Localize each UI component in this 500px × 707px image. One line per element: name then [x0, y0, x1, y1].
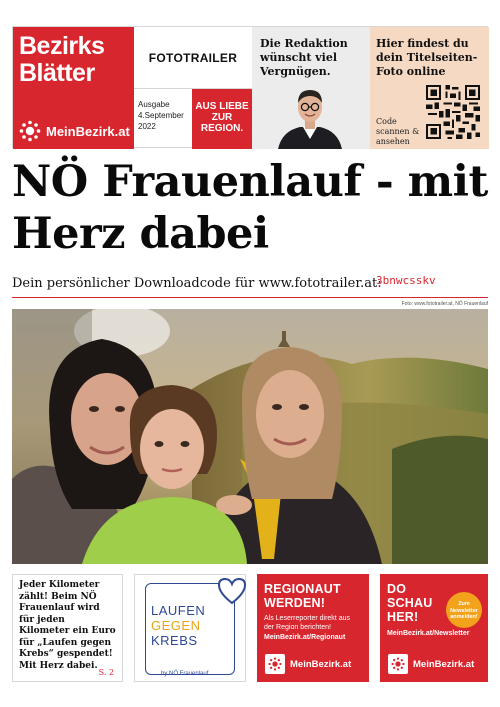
- sun-icon: [19, 120, 41, 142]
- lgk-by-label: by NÖ Frauenlauf: [161, 671, 209, 677]
- teaser-tiles: [12, 574, 488, 682]
- regionaut-link[interactable]: MeinBezirk.at/Regionaut: [264, 634, 346, 641]
- photo-credit: Foto: www.fototrailer.at, NÖ Frauenlauf: [401, 301, 488, 307]
- qr-box: [370, 27, 489, 149]
- logo-site-label: MeinBezirk.at: [46, 123, 130, 139]
- issue-label: Ausgabe: [138, 100, 170, 109]
- download-text: Dein persönlicher Downloadcode für www.fototrailer.at:: [12, 276, 382, 291]
- bezirksblaetter-logo[interactable]: [13, 27, 134, 149]
- regionaut-subtext: Als Leserreporter direkt aus der Region berichten!: [264, 615, 350, 631]
- slogan-box: AUS LIEBE ZUR REGION.: [192, 89, 252, 149]
- fototrailer-label: FOTOTRAILER: [134, 27, 252, 89]
- newsletter-link[interactable]: MeinBezirk.at/Newsletter: [387, 630, 470, 637]
- lgk-line3: KREBS: [151, 633, 198, 648]
- newsletter-tile[interactable]: [380, 574, 488, 682]
- regionaut-footer-label: MeinBezirk.at: [290, 658, 352, 670]
- newsletter-footer: [388, 654, 474, 674]
- headline: NÖ Frauenlauf - mit Herz dabei: [12, 157, 488, 259]
- heart-icon: [217, 577, 247, 605]
- cover-photo-image: [12, 309, 488, 564]
- issue-info: [138, 99, 192, 132]
- redaktion-text: Die Redaktion wünscht viel Vergnügen.: [260, 37, 348, 78]
- logo-title: Bezirks Blätter: [19, 32, 105, 87]
- lgk-line1: LAUFEN: [151, 603, 206, 618]
- laufen-gegen-krebs-logo[interactable]: [134, 574, 246, 682]
- redaktion-box: [252, 27, 370, 149]
- divider-line: [12, 297, 488, 298]
- newsletter-headline: DO SCHAU HER!: [387, 582, 433, 624]
- teaser-story-page: S. 2: [98, 668, 114, 677]
- lgk-line2: GEGEN: [151, 618, 201, 633]
- sun-icon: [265, 654, 285, 674]
- regionaut-tile[interactable]: [257, 574, 369, 682]
- logo-site: [19, 120, 130, 142]
- download-code[interactable]: 3bnwcsskv: [376, 274, 436, 287]
- qr-text: Hier findest du dein Titelseiten-Foto online: [376, 37, 478, 78]
- teaser-story[interactable]: [12, 574, 123, 682]
- regionaut-headline: REGIONAUT WERDEN!: [264, 582, 341, 610]
- qr-note: Code scannen & ansehen: [376, 117, 420, 146]
- editor-portrait-image: [276, 81, 344, 149]
- masthead: [12, 26, 488, 148]
- newsletter-badge[interactable]: Zum Newsletter anmelden!: [446, 592, 482, 628]
- qr-code-image[interactable]: [426, 85, 480, 139]
- teaser-story-text: Jeder Kilometer zählt! Beim NÖ Frauenlauf wird für jeden Kilometer ein Euro für „Laufen gegen Krebs“ gespendet! Mit Herz dabei.: [19, 580, 116, 671]
- newsletter-footer-label: MeinBezirk.at: [413, 658, 475, 670]
- regionaut-footer: [265, 654, 351, 674]
- sun-icon: [388, 654, 408, 674]
- issue-date: 4.September 2022: [138, 111, 184, 131]
- masthead-middle: [134, 27, 252, 149]
